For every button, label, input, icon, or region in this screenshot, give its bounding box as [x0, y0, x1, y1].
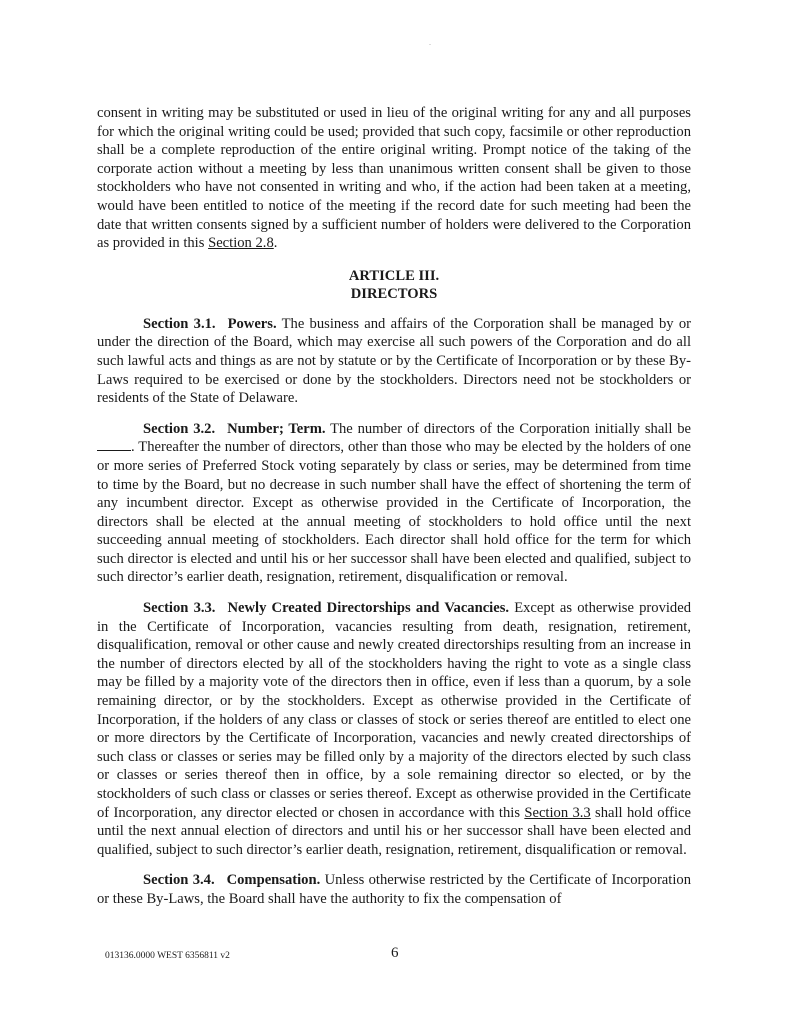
section-text: The business and affairs of the Corporation shall be managed by or under the direction of the Board, which may exercise all such powers of the Corporation and do all such lawful acts and things as are not by statute or by the Certificate of Incorporation or by these By-Laws required to be exercised or done by the stockholders. Directors need not be stockholders or residents of the State of Delaware.	[97, 315, 691, 407]
page-number: 6	[391, 945, 399, 961]
article-title: DIRECTORS	[350, 285, 438, 302]
section-text: The number of directors of the Corporation initially shall be	[330, 420, 691, 437]
document-page	[97, 104, 691, 909]
section-title: Newly Created Directorships and Vacancies.	[227, 600, 510, 617]
section-3-2	[97, 420, 691, 587]
intro-paragraph	[97, 104, 691, 253]
section-number: Section 3.1.	[143, 315, 216, 332]
section-3-3-reference: Section 3.3	[524, 804, 591, 821]
intro-text-end: .	[273, 235, 278, 252]
section-number: Section 3.3.	[143, 600, 216, 617]
section-3-3	[97, 599, 691, 859]
section-title: Powers.	[227, 315, 277, 332]
section-text-continued: . Thereafter the number of directors, other than those who may be elected by the holders of one or more series of Preferred Stock voting separately by class or series, may be determined from time to time by the Board, but no decrease in such number shall have the effect of shortening the term of any incumbent director. Except as otherwise provided in the Certificate of Incorporation, the directors shall be elected at the annual meeting of stockholders to hold office until the next succeeding annual meeting of stockholders. Each director shall hold office for the term for which such director is elected and until his or her successor shall have been elected and qualified, subject to such director’s earlier death, resignation, retirement, disqualification or removal.	[97, 439, 691, 586]
blank-director-count	[97, 438, 131, 451]
section-title: Number; Term.	[227, 420, 326, 437]
section-text-continued: shall hold office until the next annual election of directors and until his or her successor shall have been elected and qualified, subject to such director’s earlier death, resignation, retirement, disqualification or removal.	[97, 804, 691, 858]
section-text: Unless otherwise restricted by the Certificate of Incorporation or these By-Laws, the Board shall have the authority to fix the compensation of	[97, 872, 691, 907]
article-heading	[97, 267, 691, 303]
section-3-4	[97, 871, 691, 908]
section-number: Section 3.4.	[143, 872, 215, 889]
footer-document-id: 013136.0000 WEST 6356811 v2	[105, 951, 230, 961]
section-2-8-reference: Section 2.8	[208, 235, 274, 252]
section-text: Except as otherwise provided in the Certificate of Incorporation, vacancies resulting from death, resignation, retirement, disqualification, removal or other cause and newly created directorships resulting from an increase in the number of directors elected by all of the stockholders having the right to vote as a single class may be filled by a majority vote of the directors then in office, even if less than a quorum, by a sole remaining director, or by the stockholders. Except as otherwise provided in the Certificate of Incorporation, if the holders of any class or classes of stock or series thereof are entitled to elect one or more directors by the Certificate of Incorporation, vacancies and newly created directorships of such class or classes or series may be filled only by a majority of the directors elected by such class or classes or series thereof then in office, by a sole remaining director so elected, or by the stockholders of such class or classes or series thereof. Except as otherwise provided in the Certificate of Incorporation, any director elected or chosen in accordance with this	[97, 600, 691, 821]
intro-text: consent in writing may be substituted or used in lieu of the original writing for any and all purposes for which the original writing could be used; provided that such copy, facsimile or other reproduction shall be a complete reproduction of the entire original writing. Prompt notice of the taking of the corporate action without a meeting by less than unanimous written consent shall be given to those stockholders who have not consented in writing and who, if the action had been taken at a meeting, would have been entitled to notice of the meeting if the record date for such meeting had been the date that written consents signed by a sufficient number of holders were delivered to the Corporation as provided in this	[97, 105, 691, 252]
section-number: Section 3.2.	[143, 420, 216, 437]
scan-artifact	[429, 44, 431, 45]
article-number: ARTICLE III.	[348, 267, 440, 284]
section-title: Compensation.	[226, 872, 321, 889]
section-3-1	[97, 315, 691, 408]
